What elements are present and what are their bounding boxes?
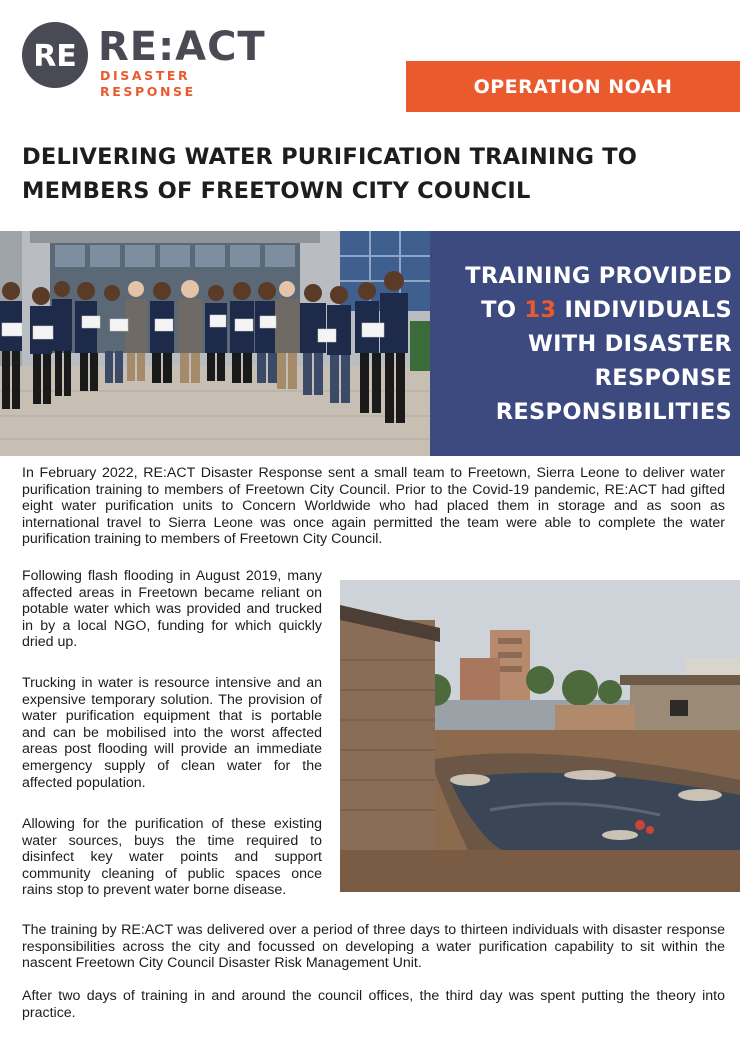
operation-banner: OPERATION NOAH [406, 61, 740, 112]
page-title [22, 140, 722, 208]
title-line-1: DELIVERING WATER PURIFICATION TRAINING TO [22, 144, 638, 170]
training-paragraph: The training by RE:ACT was delivered over a period of three days to thirteen individuals with disaster response responsibilities across the city and focussed on developing a water purification capability to sit within the nascent Freetown City Council Disaster Risk Management Unit. [22, 922, 725, 972]
highlight-box [430, 231, 740, 456]
highlight-line-3: WITH DISASTER [527, 330, 732, 357]
highlight-line-4: RESPONSE [594, 364, 732, 391]
react-logo [22, 22, 282, 99]
highlight-line-2-post: INDIVIDUALS [556, 296, 732, 323]
highlight-line-2-pre: TO [481, 296, 525, 323]
react-logo-mark-icon [22, 22, 88, 88]
highlight-text [465, 259, 732, 429]
highlight-line-1: TRAINING PROVIDED [465, 262, 732, 289]
title-line-2: MEMBERS OF FREETOWN CITY COUNCIL [22, 178, 531, 204]
river-photo [340, 580, 740, 892]
trucking-paragraph: Trucking in water is resource intensive and an expensive temporary solution. The provision of water purification equipment that is portable and can be mobilised into the worst affected areas post flooding will provide an immediate emergency supply of clean water for the affected population. [22, 675, 322, 791]
purification-paragraph: Allowing for the purification of these existing water sources, buys the time required to disinfect key water points and support community cleaning of public spaces once rains stop to prevent water borne disease. [22, 816, 322, 899]
practice-paragraph: After two days of training in and around the council offices, the third day was spent putting the theory into practice. [22, 988, 725, 1021]
svg-text:RE: RE [33, 39, 77, 74]
highlight-count: 13 [524, 296, 557, 323]
flooding-paragraph: Following flash flooding in August 2019, many affected areas in Freetown became reliant on potable water which was provided and trucked in by a local NGO, funding for which quickly dried up. [22, 568, 322, 651]
logo-name: RE:ACT [98, 24, 266, 70]
highlight-line-5: RESPONSIBILITIES [495, 398, 732, 425]
group-photo [0, 231, 430, 456]
logo-subtitle: DISASTER RESPONSE [100, 68, 196, 99]
intro-paragraph: In February 2022, RE:ACT Disaster Response sent a small team to Freetown, Sierra Leone to deliver water purification training to members of Freetown City Council. Prior to the Covid-19 pandemic, RE:ACT had gifted eight water purification units to Concern Worldwide who had placed them in storage and as soon as international travel to Sierra Leone was once again permitted the team were able to complete the water purification training to members of Freetown City Council. [22, 465, 725, 548]
